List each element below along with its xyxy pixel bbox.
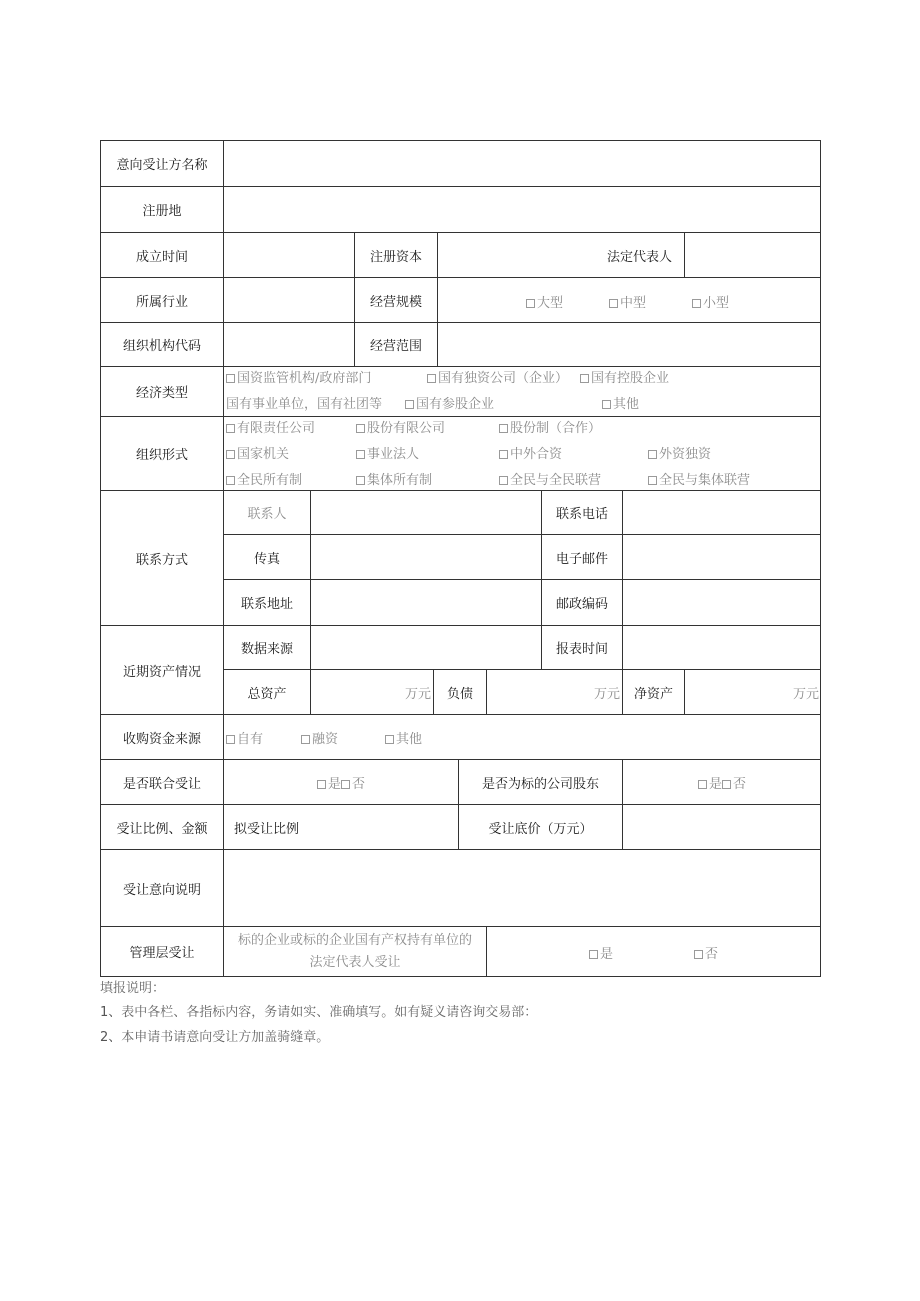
unit-text: 万元 [593, 686, 620, 702]
econ-type-controlled-option[interactable]: 国有控股企业 [580, 367, 669, 386]
mgmt-options [487, 927, 821, 976]
registered-capital-field[interactable] [438, 233, 685, 278]
contact-person-field[interactable] [311, 491, 542, 535]
joint-yes-option[interactable]: 是 [317, 773, 341, 792]
org-form-public-institution-option[interactable]: 事业法人 [356, 443, 419, 462]
checkbox-icon [698, 780, 707, 789]
legal-rep-field[interactable] [685, 233, 821, 278]
checkbox-icon [499, 476, 508, 485]
checkbox-icon [499, 450, 508, 459]
notes-item-2 [100, 1026, 329, 1045]
application-form-table [100, 140, 821, 977]
reserve-price-label: 受让底价（万元） [459, 805, 623, 850]
liabilities-field[interactable] [487, 670, 623, 715]
contact-label: 联系方式 [101, 491, 224, 626]
checkbox-icon [226, 735, 235, 744]
contact-phone-label: 联系电话 [542, 491, 623, 535]
registered-capital-label: 注册资本 [355, 233, 438, 278]
report-time-label: 报表时间 [542, 626, 623, 670]
org-form-jv-option[interactable]: 中外合资 [499, 443, 562, 462]
notes-item-1-text: 表中各栏、各指标内容，务请如实、准确填写。如有疑义请咨询交易部： [121, 1005, 538, 1020]
checkbox-icon [356, 450, 365, 459]
checkbox-icon [692, 299, 701, 308]
mgmt-no-option[interactable]: 否 [694, 943, 718, 962]
checkbox-icon [589, 950, 598, 959]
fund-financing-option[interactable]: 融资 [301, 728, 338, 747]
checkbox-icon [226, 450, 235, 459]
fund-own-option[interactable]: 自有 [226, 728, 263, 747]
notes-item-2-text: 本申请书请意向受让方加盖骑缝章。 [121, 1030, 330, 1045]
shareholder-no-option[interactable]: 否 [722, 773, 746, 792]
reserve-price-field[interactable] [623, 805, 821, 850]
econ-type-other-option[interactable]: 其他 [602, 393, 639, 412]
notes-item-1 [100, 1001, 537, 1020]
joint-options [224, 760, 459, 805]
econ-type-options [224, 367, 821, 417]
org-form-foreign-option[interactable]: 外资独资 [648, 443, 711, 462]
checkbox-icon [694, 950, 703, 959]
mgmt-yes-option[interactable]: 是 [589, 943, 613, 962]
registered-place-field[interactable] [224, 187, 821, 233]
org-form-collective-option[interactable]: 集体所有制 [356, 469, 432, 488]
mgmt-desc-line2: 法定代表人受让 [309, 954, 401, 970]
applicant-name-label: 意向受让方名称 [101, 141, 224, 187]
fund-source-label: 收购资金来源 [101, 715, 224, 760]
scale-small-option[interactable]: 小型 [692, 292, 729, 311]
registered-place-label: 注册地 [101, 187, 224, 233]
total-assets-label: 总资产 [224, 670, 311, 715]
shareholder-label: 是否为标的公司股东 [459, 760, 623, 805]
econ-type-gov-option[interactable]: 国资监管机构/政府部门 [226, 367, 371, 386]
checkbox-icon [602, 400, 611, 409]
org-form-label: 组织形式 [101, 417, 224, 491]
postcode-label: 邮政编码 [542, 580, 623, 626]
intent-label: 受让意向说明 [101, 850, 224, 927]
fax-field[interactable] [311, 535, 542, 580]
checkbox-icon [609, 299, 618, 308]
contact-person-label: 联系人 [224, 491, 311, 535]
net-assets-field[interactable] [685, 670, 821, 715]
joint-label: 是否联合受让 [101, 760, 224, 805]
org-form-state-collective-option[interactable]: 全民与集体联营 [648, 469, 750, 488]
econ-type-institution-option: 国有事业单位，国有社团等 [226, 397, 383, 412]
unit-text: 万元 [792, 686, 819, 702]
joint-no-option[interactable]: 否 [341, 773, 365, 792]
net-assets-label: 净资产 [623, 670, 685, 715]
industry-label: 所属行业 [101, 278, 224, 323]
checkbox-icon [226, 374, 235, 383]
planned-ratio-field[interactable] [224, 805, 459, 850]
business-scope-field[interactable] [438, 323, 821, 367]
industry-field[interactable] [224, 278, 355, 323]
org-form-state-state-option[interactable]: 全民与全民联营 [499, 469, 601, 488]
email-field[interactable] [623, 535, 821, 580]
fund-source-options [224, 715, 821, 760]
total-assets-field[interactable] [311, 670, 434, 715]
org-form-state-organ-option[interactable]: 国家机关 [226, 443, 289, 462]
unit-text: 万元 [404, 686, 431, 702]
org-form-cooperative-option[interactable]: 股份制（合作） [499, 417, 601, 436]
applicant-name-field[interactable] [224, 141, 821, 187]
checkbox-icon [580, 374, 589, 383]
checkbox-icon [722, 780, 731, 789]
checkbox-icon [648, 450, 657, 459]
planned-ratio-label: 拟受让比例 [234, 821, 300, 837]
contact-phone-field[interactable] [623, 491, 821, 535]
mgmt-desc-line1: 标的企业或标的企业国有产权持有单位的 [237, 932, 472, 948]
report-time-field[interactable] [623, 626, 821, 670]
scale-label: 经营规模 [355, 278, 438, 323]
mgmt-desc [224, 927, 487, 976]
notes-item-1-num: 1、 [100, 1005, 122, 1020]
liabilities-label: 负债 [434, 670, 487, 715]
econ-type-wholly-owned-option[interactable]: 国有独资公司（企业） [427, 367, 568, 386]
fund-other-option[interactable]: 其他 [385, 728, 422, 747]
org-form-state-owned-option[interactable]: 全民所有制 [226, 469, 302, 488]
checkbox-icon [648, 476, 657, 485]
econ-type-minority-option[interactable]: 国有参股企业 [405, 393, 494, 412]
address-field[interactable] [311, 580, 542, 626]
checkbox-icon [226, 476, 235, 485]
checkbox-icon [526, 299, 535, 308]
established-field[interactable] [224, 233, 355, 278]
org-form-llc-option[interactable]: 有限责任公司 [226, 417, 315, 436]
checkbox-icon [385, 735, 394, 744]
scale-options [438, 278, 821, 323]
shareholder-options [623, 760, 821, 805]
postcode-field[interactable] [623, 580, 821, 626]
scale-large-option[interactable]: 大型 [526, 292, 563, 311]
checkbox-icon [301, 735, 310, 744]
checkbox-icon [405, 400, 414, 409]
established-label: 成立时间 [101, 233, 224, 278]
ratio-amount-label: 受让比例、金额 [101, 805, 224, 850]
email-label: 电子邮件 [542, 535, 623, 580]
assets-label: 近期资产情况 [101, 626, 224, 715]
checkbox-icon [317, 780, 326, 789]
data-source-label: 数据来源 [224, 626, 311, 670]
checkbox-icon [226, 424, 235, 433]
notes-title: 填报说明： [100, 981, 166, 996]
checkbox-icon [356, 476, 365, 485]
org-code-label: 组织机构代码 [101, 323, 224, 367]
checkbox-icon [499, 424, 508, 433]
scale-medium-option[interactable]: 中型 [609, 292, 646, 311]
legal-rep-label: 法定代表人 [606, 249, 672, 265]
address-label: 联系地址 [224, 580, 311, 626]
notes-item-2-num: 2、 [100, 1030, 122, 1045]
shareholder-yes-option[interactable]: 是 [698, 773, 722, 792]
checkbox-icon [341, 780, 350, 789]
business-scope-label: 经营范围 [355, 323, 438, 367]
org-code-field[interactable] [224, 323, 355, 367]
data-source-field[interactable] [311, 626, 542, 670]
intent-field[interactable] [224, 850, 821, 927]
econ-type-label: 经济类型 [101, 367, 224, 417]
org-form-options [224, 417, 821, 491]
org-form-joint-stock-option[interactable]: 股份有限公司 [356, 417, 445, 436]
checkbox-icon [356, 424, 365, 433]
checkbox-icon [427, 374, 436, 383]
mgmt-label: 管理层受让 [101, 927, 224, 976]
fax-label: 传真 [224, 535, 311, 580]
